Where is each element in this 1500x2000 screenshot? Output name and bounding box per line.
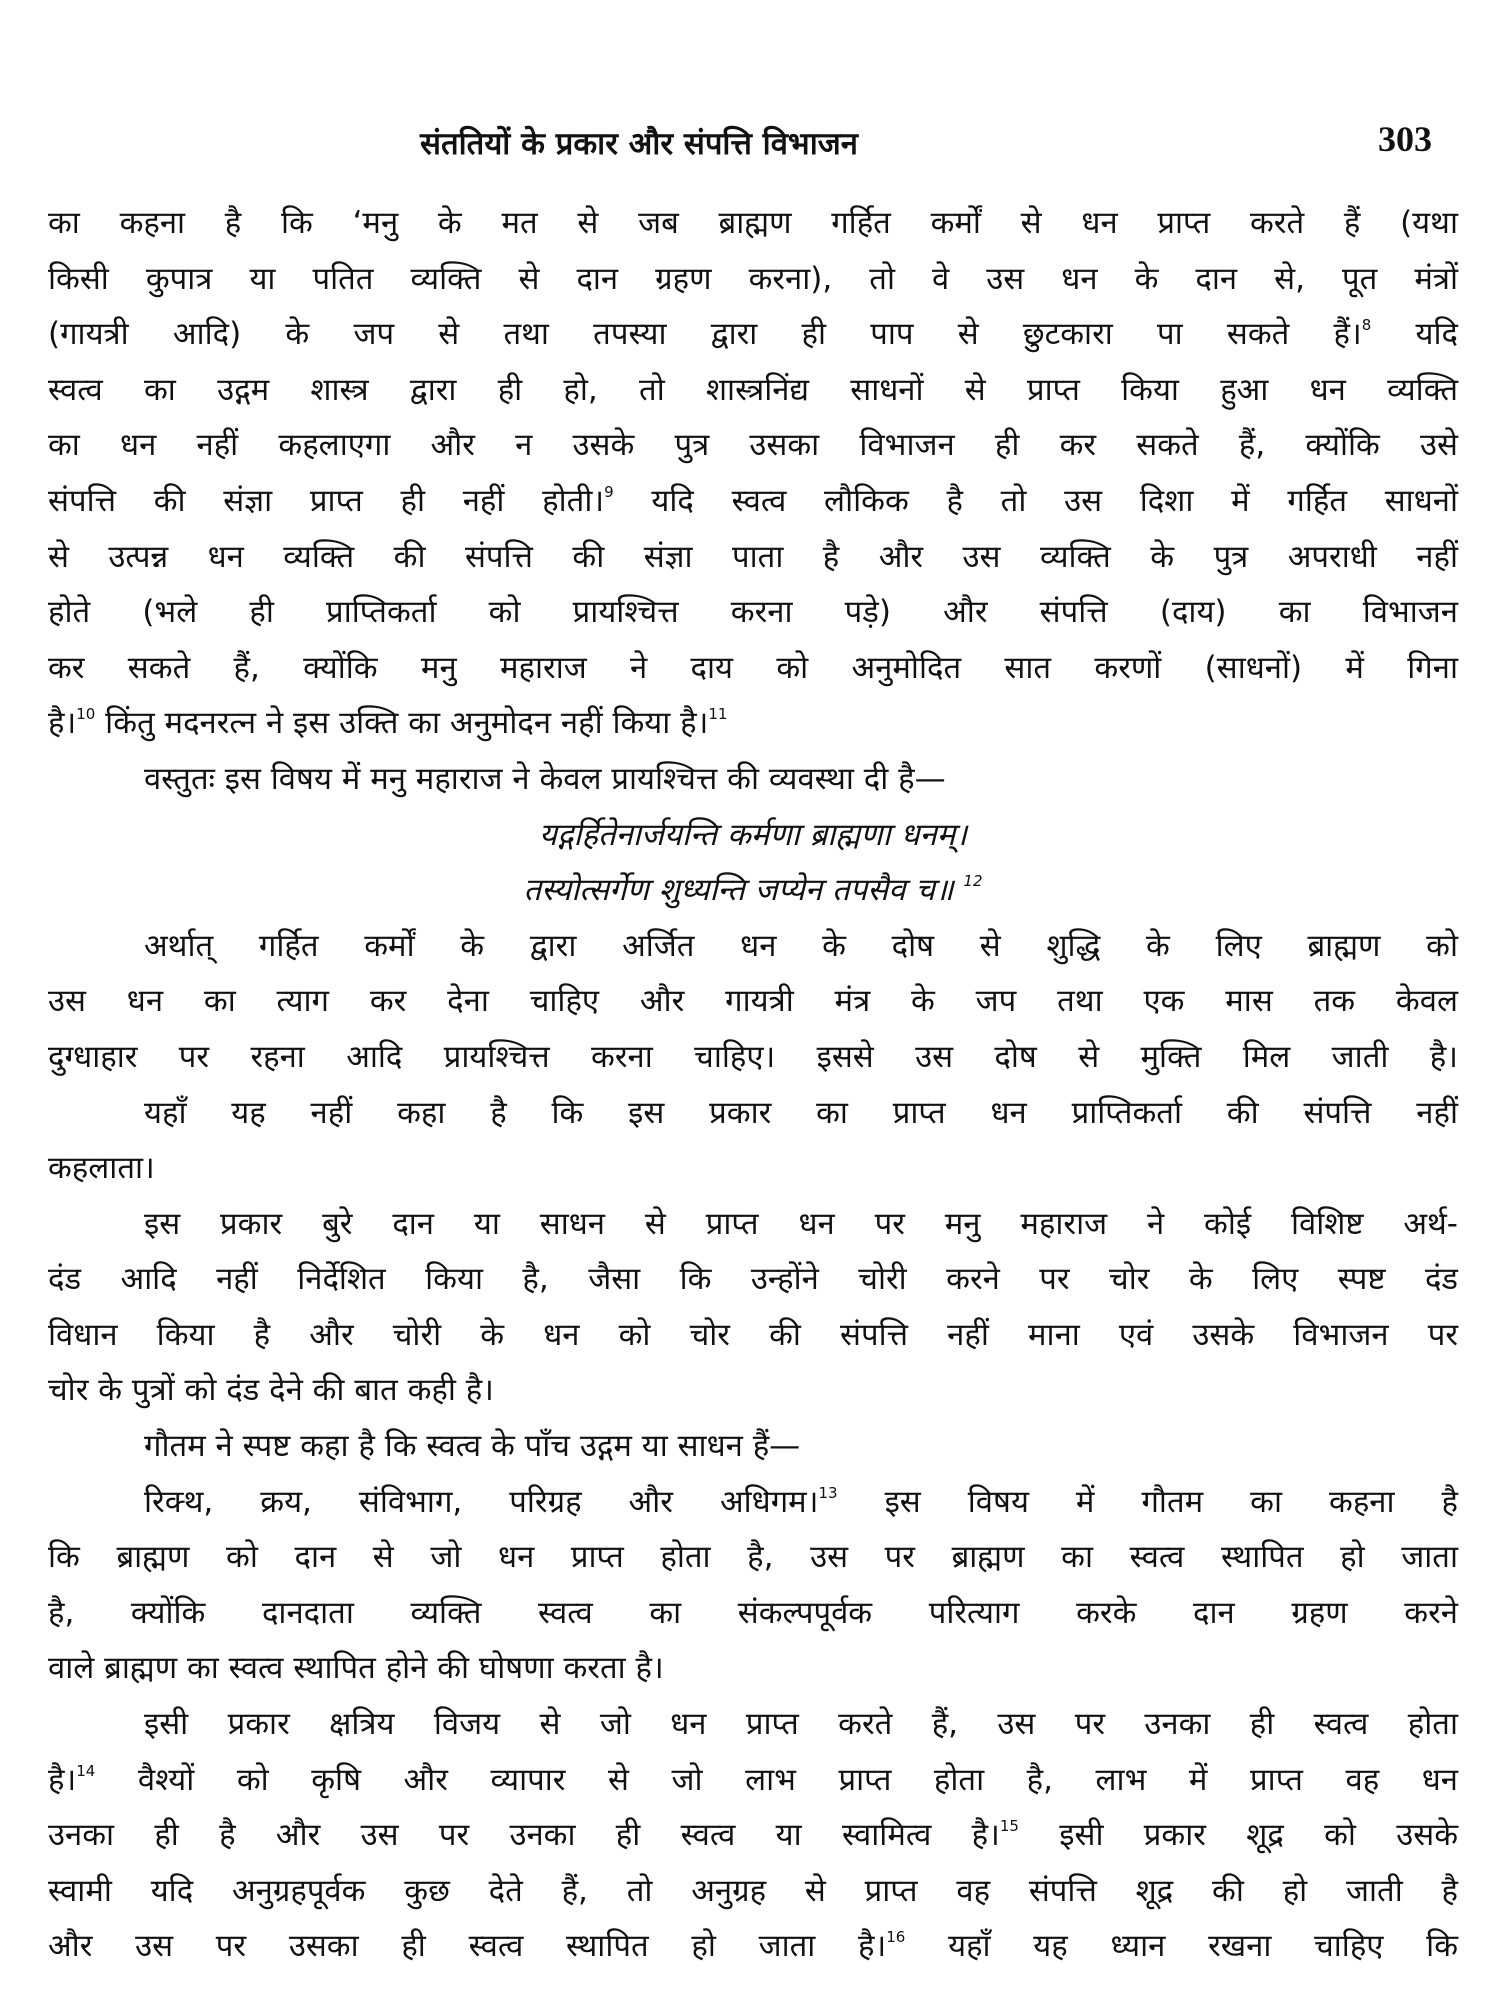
text-line: [48, 696, 1458, 752]
footnote-marker: 14: [76, 1761, 96, 1780]
footnote-marker: 13: [818, 1483, 838, 1502]
text-segment: वैश्यों को कृषि और व्यापार से जो लाभ प्राप्त होता है, लाभ में प्राप्त वह धन: [95, 1761, 1458, 1798]
footnote-marker: 11: [708, 705, 728, 724]
text-line: चोर के पुत्रों को दंड देने की बात कही है।: [48, 1372, 494, 1409]
text-line: [48, 307, 1458, 363]
text-line: इसी प्रकार क्षत्रिय विजय से जो धन प्राप्त करते हैं, उस पर उनका ही स्वत्व होता: [144, 1706, 1458, 1743]
text-line: अर्थात् गर्हित कर्मों के द्वारा अर्जित धन के दोष से शुद्धि के लिए ब्राह्मण को: [144, 927, 1458, 964]
text-segment: और उस पर उसका ही स्वत्व स्थापित हो जाता है।: [48, 1928, 887, 1965]
text-line: वाले ब्राह्मण का स्वत्व स्थापित होने की घोषणा करता है।: [48, 1650, 664, 1687]
text-line: कहलाता।: [48, 1150, 155, 1187]
text-line: से उत्पन्न धन व्यक्ति की संपत्ति की संज्ञा पाता है और उस व्यक्ति के पुत्र अपराधी नहीं: [48, 538, 1458, 575]
text-segment: यहाँ यह ध्यान रखना चाहिए कि: [905, 1928, 1458, 1965]
text-segment: (गायत्री आदि) के जप से तथा तपस्या द्वारा ही पाप से छुटकारा पा सकते हैं।: [48, 316, 1362, 353]
text-segment: यदि स्वत्व लौकिक है तो उस दिशा में गर्हित साधनों: [613, 482, 1459, 519]
text-line: का धन नहीं कहलाएगा और न उसके पुत्र उसका विभाजन ही कर सकते हैं, क्योंकि उसे: [48, 427, 1458, 464]
text-line: [48, 1919, 1458, 1975]
text-line: कर सकते हैं, क्योंकि मनु महाराज ने दाय को अनुमोदित सात करणों (साधनों) में गिना: [48, 649, 1458, 686]
text-line: [48, 1753, 1458, 1809]
text-segment: तस्योत्सर्गेण शुध्यन्ति जप्येन तपसैव च॥: [523, 872, 954, 909]
text-line: [48, 1808, 1458, 1864]
text-line: विधान किया है और चोरी के धन को चोर की संपत्ति नहीं माना एवं उसके विभाजन पर: [48, 1316, 1458, 1353]
text-line: [48, 474, 1458, 530]
text-line: स्वामी यदि अनुग्रहपूर्वक कुछ देते हैं, तो अनुग्रह से प्राप्त वह संपत्ति शूद्र की हो जाती है: [48, 1872, 1458, 1909]
footnote-marker: 10: [76, 705, 96, 724]
footnote-marker: 9: [604, 482, 614, 501]
footnote-marker: 8: [1361, 316, 1372, 335]
text-segment: किंतु मदनरत्न ने इस उक्ति का अनुमोदन नहीं किया है।: [95, 705, 709, 742]
text-line: दंड आदि नहीं निर्देशित किया है, जैसा कि उन्होंने चोरी करने पर चोर के लिए स्पष्ट दंड: [48, 1261, 1458, 1298]
text-line: इस प्रकार बुरे दान या साधन से प्राप्त धन पर मनु महाराज ने कोई विशिष्ट अर्थ-: [144, 1205, 1458, 1242]
running-head: [0, 119, 1500, 172]
text-line: है, क्योंकि दानदाता व्यक्ति स्वत्व का संकल्पपूर्वक परित्याग करके दान ग्रहण करने: [48, 1594, 1458, 1631]
text-line: उस धन का त्याग कर देना चाहिए और गायत्री मंत्र के जप तथा एक मास तक केवल: [48, 983, 1458, 1020]
text-segment: संपत्ति की संज्ञा प्राप्त ही नहीं होती।: [48, 482, 605, 519]
text-segment: इस विषय में गौतम का कहना है: [837, 1483, 1458, 1520]
text-line: यहाँ यह नहीं कहा है कि इस प्रकार का प्राप्त धन प्राप्तिकर्ता की संपत्ति नहीं: [144, 1094, 1458, 1131]
text-segment: है।: [48, 705, 77, 742]
text-segment: इसी प्रकार शूद्र को उसके: [1018, 1817, 1458, 1854]
body-text: [48, 196, 1458, 1975]
text-line: का कहना है कि ‘मनु के मत से जब ब्राह्मण गर्हित कर्मों से धन प्राप्त करते हैं (यथा: [48, 205, 1458, 241]
chapter-title: संततियों के प्रकार और संपत्ति विभाजन: [420, 126, 858, 162]
page-number: 303: [1378, 119, 1432, 159]
footnote-marker: 16: [886, 1928, 906, 1947]
text-line: स्वत्व का उद्गम शास्त्र द्वारा ही हो, तो शास्त्रनिंद्य साधनों से प्राप्त किया हुआ धन व्यक्ति: [48, 371, 1458, 408]
text-segment: यदि: [1371, 316, 1458, 353]
text-line: कि ब्राह्मण को दान से जो धन प्राप्त होता है, उस पर ब्राह्मण का स्वत्व स्थापित हो जाता: [48, 1539, 1458, 1576]
text-line: वस्तुतः इस विषय में मनु महाराज ने केवल प्रायश्चित्त की व्यवस्था दी है—: [144, 760, 946, 797]
text-line: दुग्धाहार पर रहना आदि प्रायश्चित्त करना चाहिए। इससे उस दोष से मुक्ति मिल जाती है।: [48, 1038, 1458, 1075]
text-line: [48, 1475, 1458, 1531]
text-segment: उनका ही है और उस पर उनका ही स्वत्व या स्वामित्व है।: [48, 1817, 1000, 1854]
footnote-marker: 15: [999, 1817, 1019, 1836]
text-segment: रिक्थ, क्रय, संविभाग, परिग्रह और अधिगम।: [144, 1483, 819, 1520]
verse-line: यद्गर्हितेनार्जयन्ति कर्मणा ब्राह्मणा धनम्।: [538, 816, 968, 853]
verse-line: [48, 863, 1458, 919]
text-line: होते (भले ही प्राप्तिकर्ता को प्रायश्चित्त करना पड़े) और संपत्ति (दाय) का विभाजन: [48, 594, 1458, 631]
text-line: किसी कुपात्र या पतित व्यक्ति से दान ग्रहण करना), तो वे उस धन के दान से, पूत मंत्रों: [48, 260, 1458, 297]
text-line: गौतम ने स्पष्ट कहा है कि स्वत्व के पाँच उद्गम या साधन हैं—: [144, 1428, 801, 1465]
footnote-marker: 12: [963, 872, 983, 891]
text-segment: है।: [48, 1761, 77, 1798]
